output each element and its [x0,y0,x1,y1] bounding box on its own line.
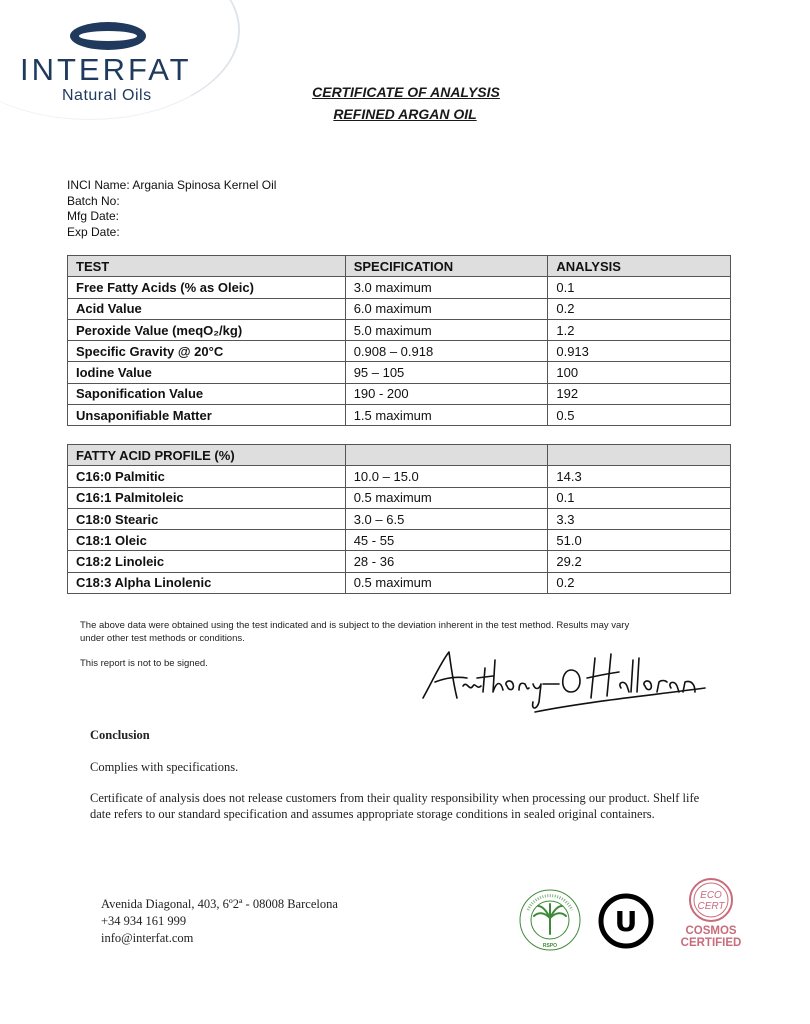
test-name: Acid Value [68,298,346,319]
table-row [68,383,731,404]
analysis-result: 0.1 [548,277,731,298]
not-signed-note: This report is not to be signed. [80,658,208,669]
analysis-result: 0.2 [548,298,731,319]
address-email: info@interfat.com [101,931,194,945]
specification: 0.908 – 0.918 [345,341,548,362]
table-row [68,341,731,362]
table-header-row [68,445,731,466]
specification: 45 - 55 [345,530,548,551]
table-row [68,466,731,487]
specification: 0.5 maximum [345,572,548,593]
document-subtitle: REFINED ARGAN OIL [333,106,477,122]
batch-no: Batch No: [67,193,120,208]
inci-name: INCI Name: Argania Spinosa Kernel Oil [67,178,277,192]
table-header-row [68,256,731,277]
specification: 6.0 maximum [345,298,548,319]
exp-date: Exp Date: [67,224,120,239]
table-row [68,508,731,529]
rspo-certification-seal [518,888,582,952]
specification: 1.5 maximum [345,405,548,426]
header-blank [345,445,548,466]
test-name: Peroxide Value (meqO₂/kg) [68,319,346,340]
cosmos-line2: CERTIFIED [680,937,742,949]
document-title: CERTIFICATE OF ANALYSIS [312,84,500,100]
address-phone: +34 934 161 999 [101,914,187,928]
specification: 3.0 – 6.5 [345,508,548,529]
header-fatty-acid-profile: FATTY ACID PROFILE (%) [68,445,346,466]
header-blank [548,445,731,466]
analysis-result: 0.2 [548,572,731,593]
specification: 28 - 36 [345,551,548,572]
analysis-result: 0.913 [548,341,731,362]
cosmos-line1: COSMOS [685,925,737,937]
table-row [68,572,731,593]
conclusion-heading: Conclusion [90,728,150,742]
fatty-acid-name: C16:0 Palmitic [68,466,346,487]
header-analysis: ANALYSIS [548,256,731,277]
analysis-result: 1.2 [548,319,731,340]
kosher-letter: U [614,905,638,938]
test-name: Saponification Value [68,383,346,404]
table-row [68,405,731,426]
specification: 95 – 105 [345,362,548,383]
conclusion-complies: Complies with specifications. [90,760,239,774]
table-row [68,530,731,551]
deviation-note: The above data were obtained using the test indicated and is subject to the deviation inherent in the test method. Results may vary under other test methods or conditions. [80,620,630,644]
mfg-date: Mfg Date: [67,209,120,223]
fatty-acid-name: C18:0 Stearic [68,508,346,529]
test-name: Unsaponifiable Matter [68,405,346,426]
table-row [68,298,731,319]
test-name: Iodine Value [68,362,346,383]
analysis-result: 100 [548,362,731,383]
analysis-result: 29.2 [548,551,731,572]
ecocert-text-eco: ECO [700,890,722,901]
test-name: Free Fatty Acids (% as Oleic) [68,277,346,298]
cosmos-certified-label [672,925,750,949]
table-row [68,551,731,572]
handwritten-signature [415,640,715,720]
svg-text:RSPO: RSPO [542,943,558,949]
fatty-acid-name: C18:3 Alpha Linolenic [68,572,346,593]
company-address [101,896,338,947]
analysis-result: 0.5 [548,405,731,426]
fatty-acid-name: C16:1 Palmitoleic [68,487,346,508]
product-info [67,178,276,240]
table-row [68,487,731,508]
fatty-acid-name: C18:2 Linoleic [68,551,346,572]
specification: 5.0 maximum [345,319,548,340]
analysis-table [67,255,731,426]
header-specification: SPECIFICATION [345,256,548,277]
specification: 3.0 maximum [345,277,548,298]
fatty-acid-table [67,444,731,594]
ecocert-text-cert: CERT [697,901,725,912]
company-logo-name: INTERFAT [20,52,192,87]
logo-mark [70,22,146,50]
specification: 10.0 – 15.0 [345,466,548,487]
header-test: TEST [68,256,346,277]
fatty-acid-name: C18:1 Oleic [68,530,346,551]
conclusion-disclaimer: Certificate of analysis does not release customers from their quality responsibility when processing our product. Shelf life date refers to our standard specification and assumes appropriate storage conditions in sealed original containers. [90,791,700,821]
analysis-result: 51.0 [548,530,731,551]
analysis-result: 3.3 [548,508,731,529]
analysis-result: 0.1 [548,487,731,508]
address-street: Avenida Diagonal, 403, 6º2ª - 08008 Barcelona [101,897,338,911]
specification: 190 - 200 [345,383,548,404]
table-row [68,319,731,340]
kosher-ou-symbol [598,893,654,949]
analysis-result: 192 [548,383,731,404]
table-row [68,277,731,298]
company-logo-subtitle: Natural Oils [62,87,152,104]
specification: 0.5 maximum [345,487,548,508]
test-name: Specific Gravity @ 20°C [68,341,346,362]
table-row [68,362,731,383]
analysis-result: 14.3 [548,466,731,487]
